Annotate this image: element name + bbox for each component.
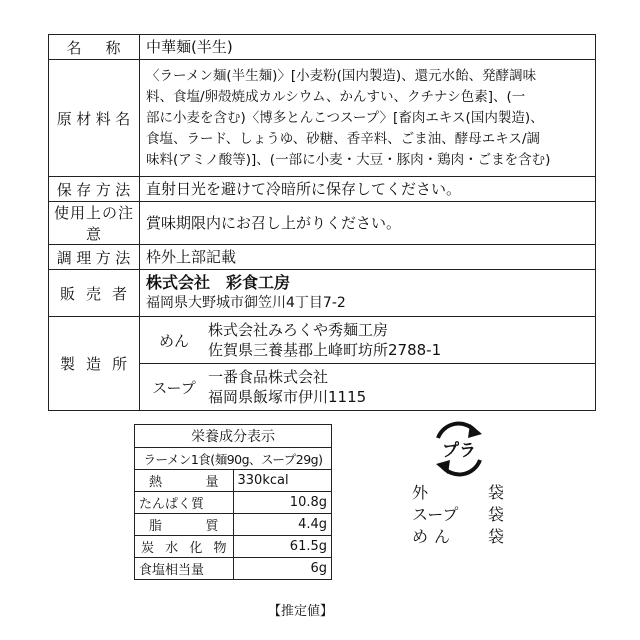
nutrition-name: 熱 量 (135, 470, 234, 492)
nutrition-name: 炭 水 化 物 (135, 536, 234, 558)
ingredients-line: 味料(アミノ酸等)]、(一部に小麦・大豆・豚肉・鶏肉・ごまを含む) (146, 151, 551, 168)
estimate-note: 【推定値】 (268, 604, 334, 619)
soup-address: 福岡県飯塚市伊川1115 (208, 388, 367, 406)
nutrition-row-energy (135, 470, 332, 492)
seller-value (140, 270, 596, 317)
nutrition-name: 食塩相当量 (135, 558, 234, 580)
packaging-row (412, 504, 504, 526)
storage-label: 保 存 方 法 (49, 177, 140, 202)
ingredients-line: 〈ラーメン麺(半生麺)〉[小麦粉(国内製造)、還元水飴、発酵調味 (146, 67, 537, 84)
noodle-label: めん (158, 331, 189, 350)
nutrition-title-row (135, 425, 332, 448)
nutrition-value: 10.8g (233, 492, 332, 514)
ingredients-line: 部に小麦を含む)〈博多とんこつスープ〉[畜肉エキス(国内製造)、 (146, 109, 544, 126)
packaging-part: 外 (412, 483, 429, 502)
storage-value: 直射日光を避けて冷暗所に保存してください。 (140, 177, 596, 202)
nutrition-name: 脂 質 (135, 514, 234, 536)
soup-label: スープ (152, 378, 196, 397)
product-info-table (48, 34, 596, 411)
nutrition-value: 6g (233, 558, 332, 580)
recycle-mark-text: プラ (442, 441, 476, 461)
nutrition-name: たんぱく質 (135, 492, 234, 514)
nutrition-title: 栄養成分表示 (135, 425, 332, 448)
maker-soup-cell (140, 364, 596, 411)
cooking-row (49, 245, 596, 270)
seller-address: 福岡県大野城市御笠川4丁目7-2 (146, 295, 346, 311)
seller-row (49, 270, 596, 317)
nutrition-value: 330kcal (233, 470, 332, 492)
plastic-recycle-icon (430, 420, 488, 478)
name-label: 名 称 (49, 35, 140, 60)
cooking-value: 枠外上部記載 (140, 245, 596, 270)
packaging-row (412, 526, 504, 548)
ingredients-value (140, 60, 596, 177)
packaging-part: めん (412, 527, 457, 546)
maker-noodle-cell (140, 317, 596, 364)
maker-noodle-row (49, 317, 596, 364)
name-row (49, 35, 596, 60)
nutrition-basis: ラーメン1食(麺90g、スープ29g) (135, 448, 332, 470)
packaging-part: スープ (412, 505, 459, 524)
caution-label: 使用上の注意 (49, 202, 140, 245)
nutrition-row-fat (135, 514, 332, 536)
nutrition-table (134, 424, 332, 580)
ingredients-line: 食塩、ラード、しょうゆ、砂糖、香辛料、ごま油、酵母エキス/調 (146, 130, 541, 147)
nutrition-row-protein (135, 492, 332, 514)
packaging-material: 袋 (487, 527, 504, 546)
nutrition-value: 61.5g (233, 536, 332, 558)
seller-company: 株式会社 彩食工房 (146, 273, 291, 292)
caution-row (49, 202, 596, 245)
soup-company: 一番食品株式会社 (208, 368, 329, 386)
packaging-row (412, 482, 504, 504)
name-value: 中華麺(半生) (140, 35, 596, 60)
maker-label: 製 造 所 (49, 317, 140, 411)
nutrition-value: 4.4g (233, 514, 332, 536)
seller-label: 販 売 者 (49, 270, 140, 317)
caution-value: 賞味期限内にお召し上がりください。 (140, 202, 596, 245)
ingredients-label: 原 材 料 名 (49, 60, 140, 177)
nutrition-row-carbs (135, 536, 332, 558)
nutrition-row-salt (135, 558, 332, 580)
ingredients-line: 料、食塩/卵殻焼成カルシウム、かんすい、クチナシ色素]、(一 (146, 88, 526, 105)
cooking-label: 調 理 方 法 (49, 245, 140, 270)
noodle-address: 佐賀県三養基郡上峰町坊所2788-1 (208, 341, 442, 359)
ingredients-row (49, 60, 596, 177)
nutrition-basis-row (135, 448, 332, 470)
storage-row (49, 177, 596, 202)
noodle-company: 株式会社みろくや秀麺工房 (208, 321, 389, 339)
packaging-list (412, 482, 504, 548)
packaging-material: 袋 (487, 483, 504, 502)
packaging-material: 袋 (487, 505, 504, 524)
